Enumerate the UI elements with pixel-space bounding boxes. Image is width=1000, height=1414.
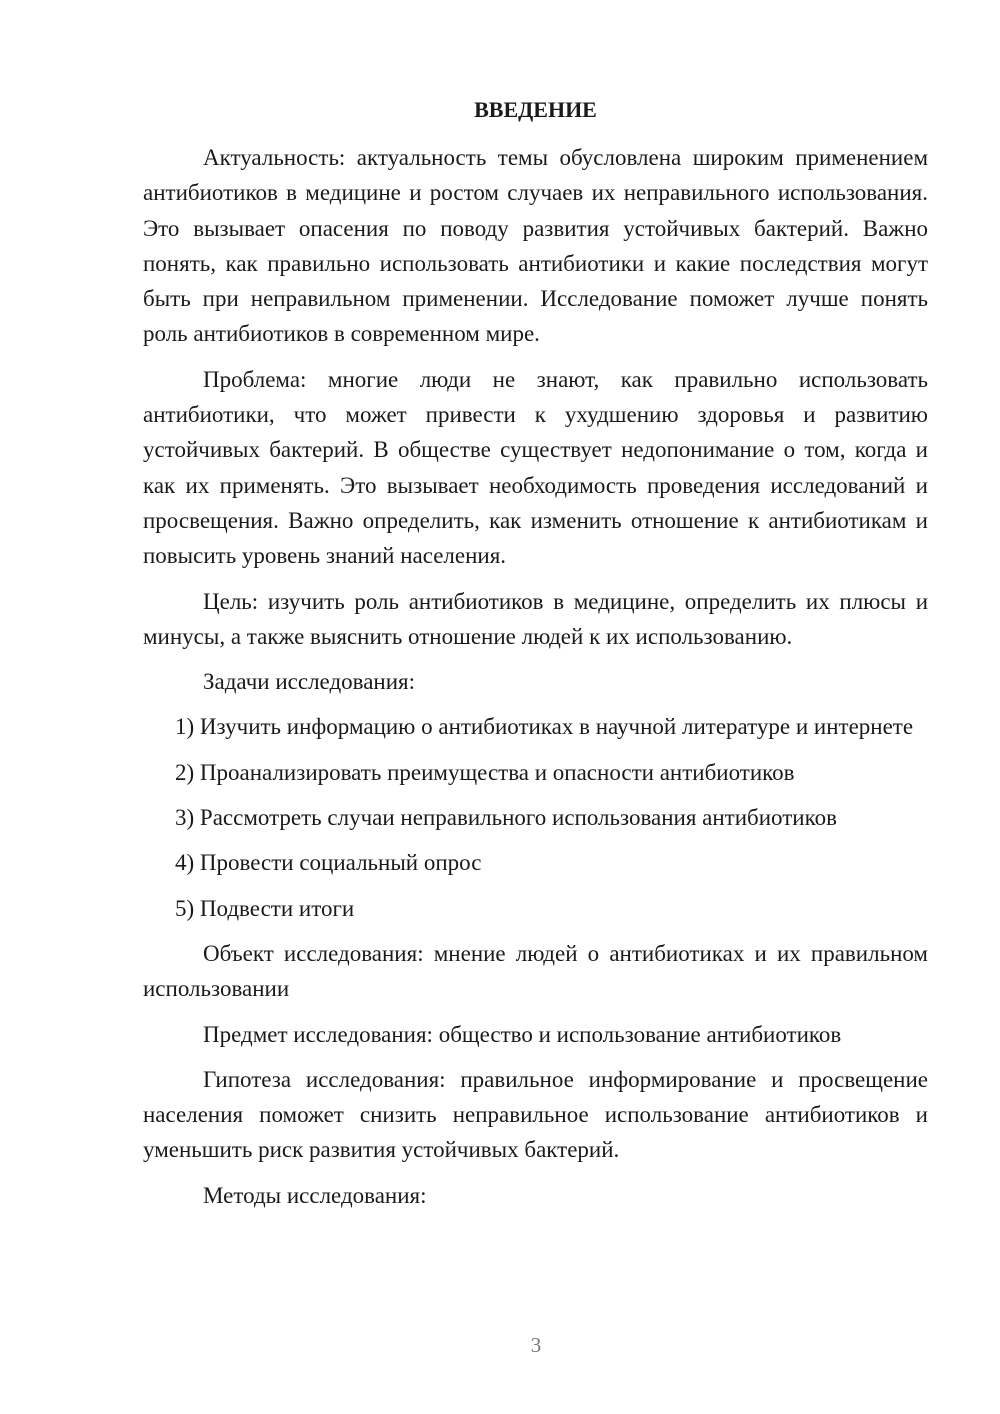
object-paragraph: Объект исследования: мнение людей о антибиотиках и их правильном использовании bbox=[143, 940, 928, 1002]
relevance-paragraph: Актуальность: актуальность темы обусловлена широким применением антибиотиков в медицине и ростом случаев их неправильного использования. Это вызывает опасения по поводу развития устойчивых бактерий. Важно понять, как правильно использовать антибиотики и какие последствия могут быть при неправильном применении. Исследование поможет лучше понять роль антибиотиков в современном мире. bbox=[143, 145, 928, 347]
hypothesis-paragraph: Гипотеза исследования: правильное информирование и просвещение населения поможет снизить неправильное использование антибиотиков и уменьшить риск развития устойчивых бактерий. bbox=[143, 1066, 928, 1163]
tasks-heading: Задачи исследования: bbox=[203, 669, 416, 695]
section-title: ВВЕДЕНИЕ bbox=[474, 97, 597, 122]
methods-heading: Методы исследования: bbox=[203, 1182, 427, 1208]
subject-paragraph: Предмет исследования: общество и использование антибиотиков bbox=[203, 1021, 842, 1047]
task-item: 3) Рассмотреть случаи неправильного использования антибиотиков bbox=[175, 805, 837, 831]
document-page bbox=[143, 94, 928, 1223]
problem-paragraph: Проблема: многие люди не знают, как правильно использовать антибиотики, что может привести к ухудшению здоровья и развитию устойчивых бактерий. В обществе существует недопонимание о том, когда и как их применять. Это вызывает необходимость проведения исследований и просвещения. Важно определить, как изменить отношение к антибиотикам и повысить уровень знаний населения. bbox=[143, 366, 928, 569]
task-item: 1) Изучить информацию о антибиотиках в научной литературе и интернете bbox=[175, 714, 914, 740]
page-number: 3 bbox=[530, 1333, 542, 1357]
task-item: 4) Провести социальный опрос bbox=[175, 850, 482, 876]
goal-paragraph: Цель: изучить роль антибиотиков в медицине, определить их плюсы и минусы, а также выяснить отношение людей к их использованию. bbox=[143, 588, 928, 649]
task-item: 5) Подвести итоги bbox=[175, 895, 355, 921]
task-item: 2) Проанализировать преимущества и опасности антибиотиков bbox=[175, 759, 795, 785]
